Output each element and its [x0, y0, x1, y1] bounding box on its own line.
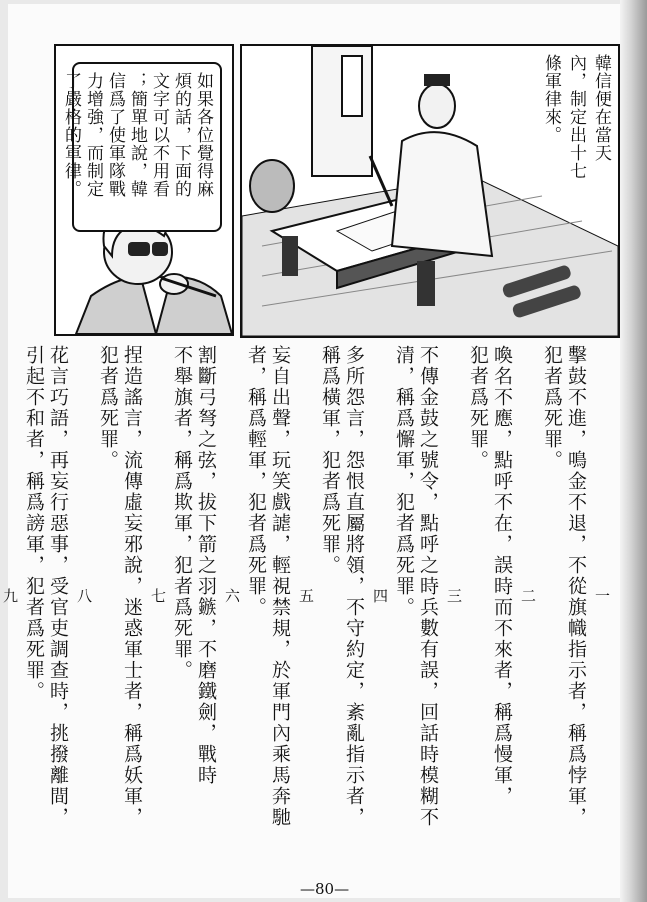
article-line: 引起不和者，稱爲謗軍，犯者爲死罪。: [23, 345, 45, 702]
article-1: [540, 345, 614, 845]
article-number: 九: [1, 587, 19, 603]
article-line: 妄自出聲，玩笑戲謔，輕視禁規，於軍門內乘馬奔馳: [269, 345, 291, 828]
book-gutter: [620, 0, 647, 902]
article-7: [96, 345, 170, 845]
bubble-line: 煩的話，下面的: [171, 72, 191, 198]
caption-line: 條軍律來。: [541, 54, 561, 144]
article-number: 二: [519, 587, 537, 603]
article-number: 八: [75, 587, 93, 603]
article-number: 三: [445, 587, 463, 603]
article-line: 不傳金鼓之號令，點呼之時兵數有誤，回話時模糊不: [417, 345, 439, 828]
narrator-speech-bubble: [61, 62, 222, 232]
caption-line: 內，制定出十七: [566, 54, 586, 180]
bubble-text: [60, 72, 214, 222]
bubble-line: 力增強，而制定: [83, 72, 103, 198]
article-8: [22, 345, 96, 845]
article-3: [392, 345, 466, 845]
article-line: 清，稱爲懈軍，犯者爲死罪。: [393, 345, 415, 618]
article-line: 捏造謠言，流傳虛妄邪說，迷惑軍士者，稱爲妖軍，: [121, 345, 143, 828]
article-number: 四: [371, 587, 389, 603]
article-number: 五: [297, 587, 315, 603]
article-line: 犯者爲死罪。: [467, 345, 489, 471]
article-6: [170, 345, 244, 845]
article-line: 犯者爲死罪。: [97, 345, 119, 471]
article-number: 六: [223, 587, 241, 603]
han-xin-panel: [240, 44, 620, 338]
article-line: 不舉旗者，稱爲欺軍，犯者爲死罪。: [171, 345, 193, 681]
military-law-list: [1, 345, 614, 845]
article-line: 多所怨言，怨恨直屬將領，不守約定，紊亂指示者，: [343, 345, 365, 828]
article-line: 稱爲橫軍，犯者爲死罪。: [319, 345, 341, 576]
article-number: 一: [593, 587, 611, 603]
bubble-line: ；簡單地說，韓: [127, 72, 147, 198]
bubble-line: 如果各位覺得麻: [193, 72, 213, 198]
page-number: —80—: [300, 880, 350, 898]
narration-caption: [539, 54, 612, 180]
article-line: 者，稱爲輕軍，犯者爲死罪。: [245, 345, 267, 618]
caption-line: 韓信便在當天: [591, 54, 611, 162]
article-line: 擊鼓不進，鳴金不退，不從旗幟指示者，稱爲悖軍，: [565, 345, 587, 828]
article-9: [0, 345, 22, 845]
bubble-line: 信爲了使軍隊戰: [105, 72, 125, 198]
article-2: [466, 345, 540, 845]
bubble-line: 了嚴格的軍律。: [61, 72, 81, 198]
bubble-line: 文字可以不用看: [149, 72, 169, 198]
article-5: [244, 345, 318, 845]
article-line: 割斷弓弩之弦，拔下箭之羽鏃，不磨鐵劍，戰時: [195, 345, 217, 786]
article-line: 花言巧語，再妄行惡事，受官吏調查時，挑撥離間，: [47, 345, 69, 828]
article-line: 犯者爲死罪。: [541, 345, 563, 471]
article-4: [318, 345, 392, 845]
article-number: 七: [149, 587, 167, 603]
article-line: 喚名不應，點呼不在，誤時而不來者，稱爲慢軍，: [491, 345, 513, 807]
